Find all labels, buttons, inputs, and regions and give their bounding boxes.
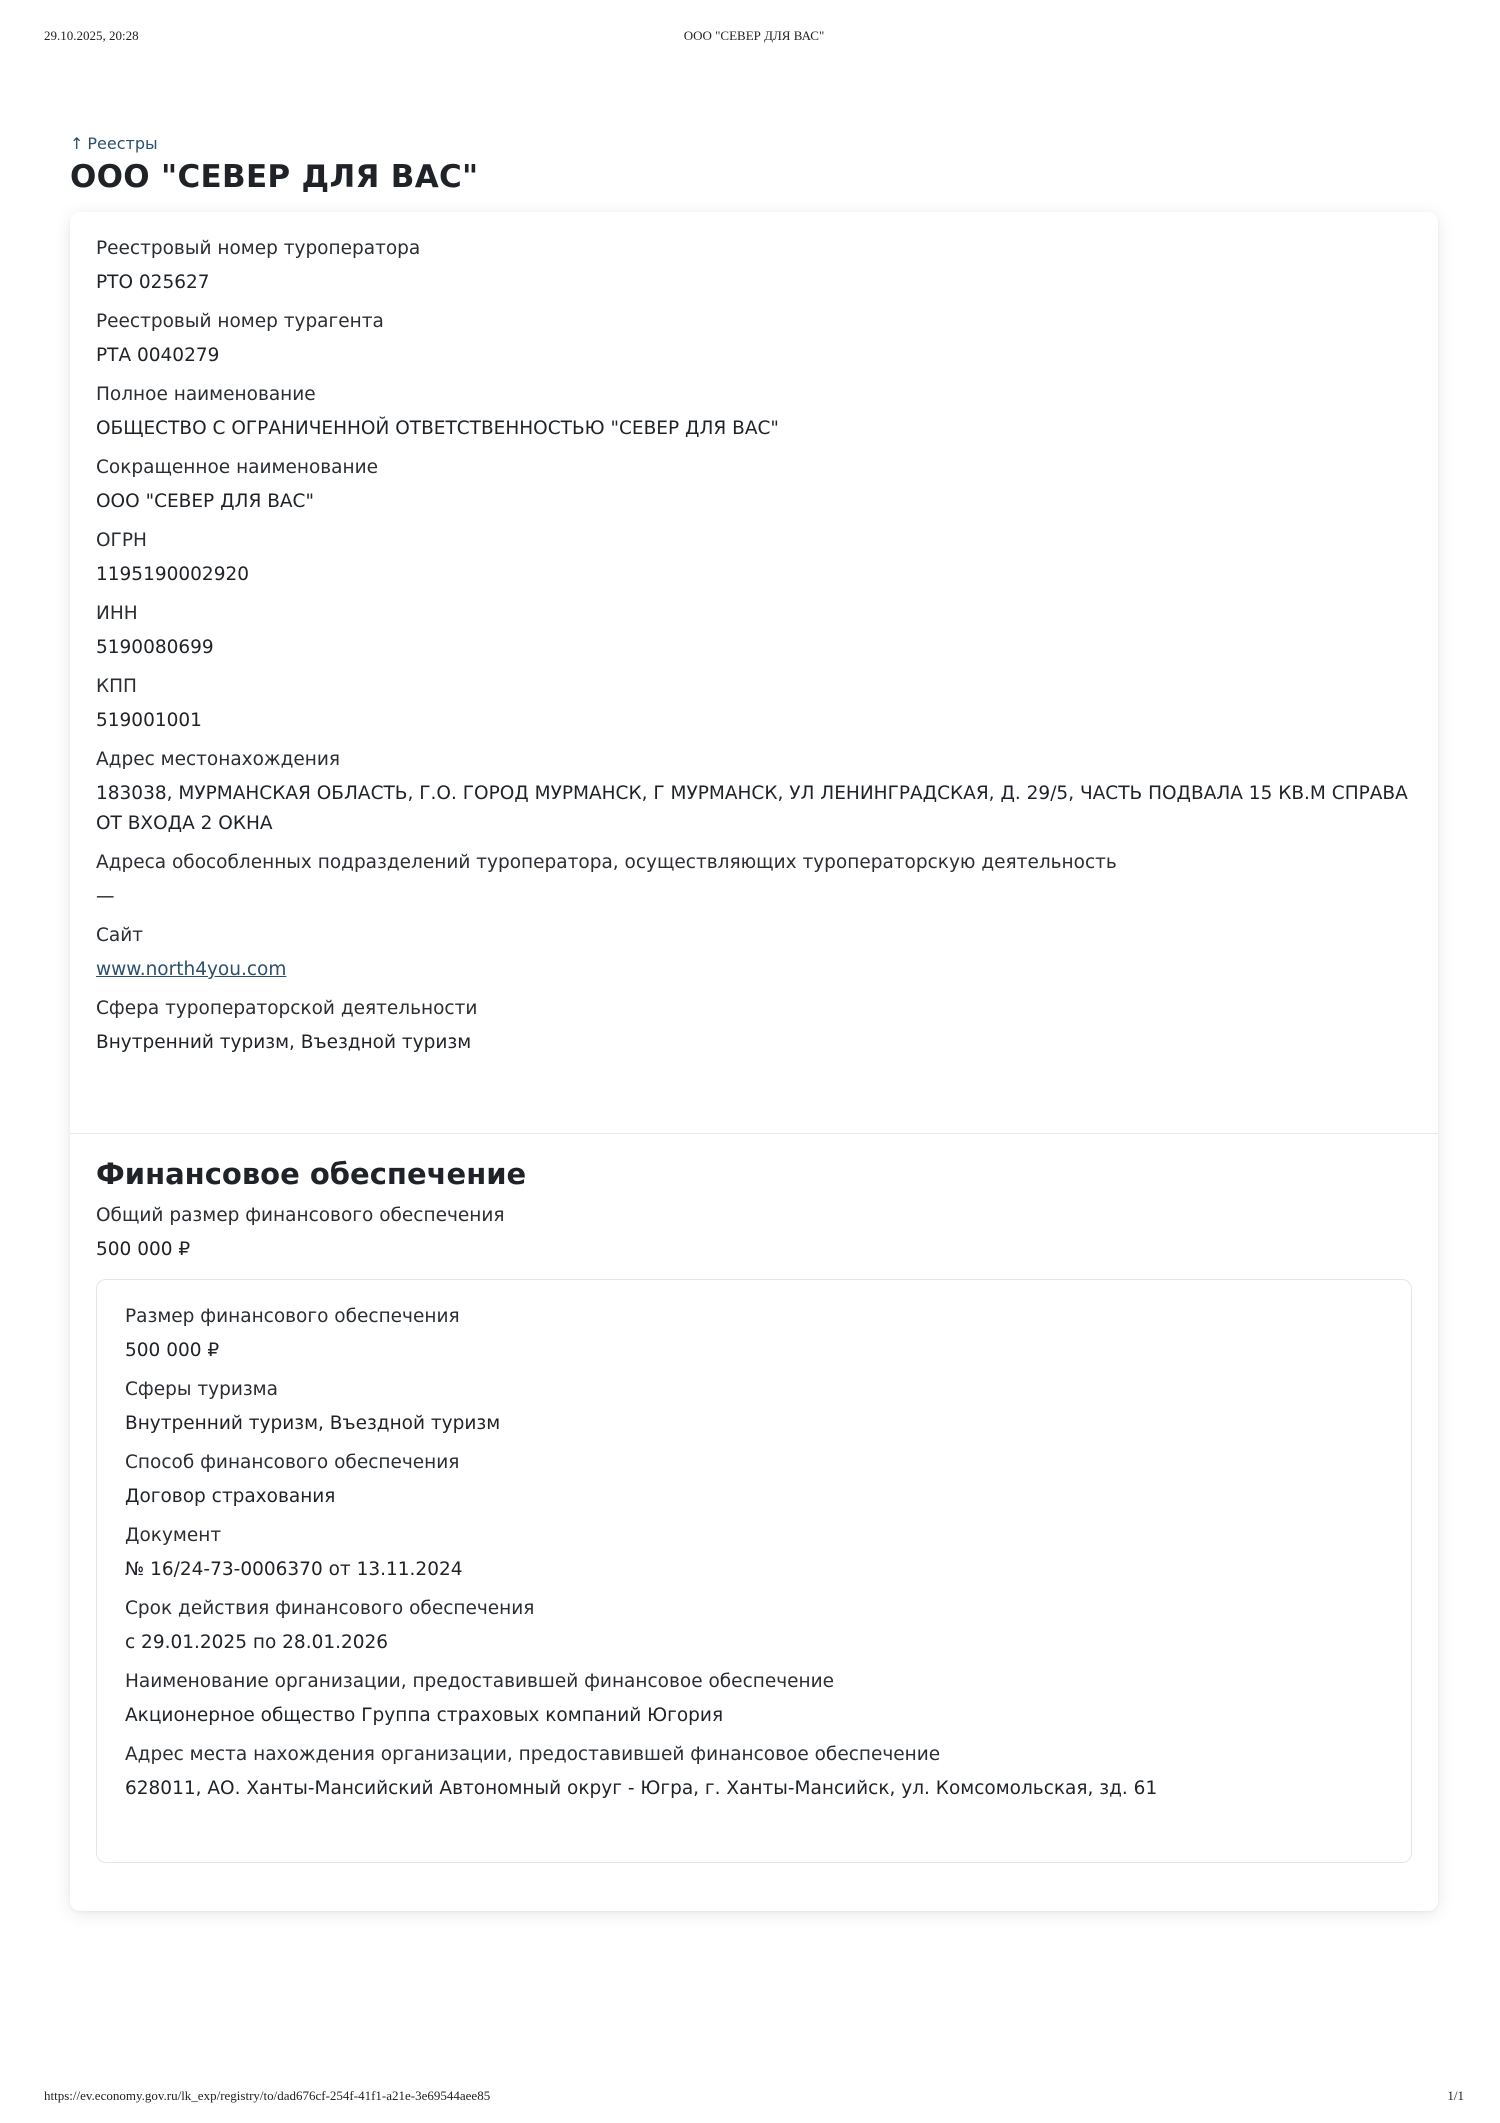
field-value: 183038, МУРМАНСКАЯ ОБЛАСТЬ, Г.О. ГОРОД МУРМАНСК, Г МУРМАНСК, УЛ ЛЕНИНГРАДСКАЯ, Д. 29/5, ЧАСТЬ ПОДВАЛА 15 КВ.М СПРАВА ОТ ВХОДА 2 ОКНА <box>96 783 1408 834</box>
field-value: 500 000 ₽ <box>125 1340 220 1361</box>
field-label: Документ <box>125 1525 222 1546</box>
field-value: РТА 0040279 <box>96 345 220 366</box>
field-label: Адрес места нахождения организации, предоставившей финансовое обеспечение <box>125 1744 941 1765</box>
field-label: Сферы туризма <box>125 1379 278 1400</box>
field-label: Полное наименование <box>96 384 316 405</box>
security-item-card <box>96 1279 1412 1863</box>
field-value: № 16/24-73-0006370 от 13.11.2024 <box>125 1559 463 1580</box>
field-label: Сайт <box>96 925 144 946</box>
print-url: https://ev.economy.gov.ru/lk_exp/registry/to/dad676cf-254f-41f1-a21e-3e69544aee85 <box>44 2088 491 2103</box>
field-kpp <box>96 674 1412 736</box>
field-security-method <box>125 1450 1383 1512</box>
field-label: Способ финансового обеспечения <box>125 1452 460 1473</box>
field-ogrn <box>96 528 1412 590</box>
section-divider <box>70 1133 1438 1134</box>
field-label: Реестровый номер туроператора <box>96 238 421 259</box>
field-validity-period <box>125 1596 1383 1658</box>
print-header <box>44 28 1464 46</box>
page-content <box>70 134 1438 1799</box>
field-branch-addresses <box>96 850 1412 912</box>
registry-card <box>70 212 1438 1911</box>
field-value: Акционерное общество Группа страховых компаний Югория <box>125 1705 724 1726</box>
field-label: Общий размер финансового обеспечения <box>96 1205 505 1226</box>
print-page-number: 1/1 <box>1447 2088 1464 2103</box>
field-value: Внутренний туризм, Въездной туризм <box>125 1413 501 1434</box>
field-label: Сфера туроператорской деятельности <box>96 998 478 1019</box>
field-inn <box>96 601 1412 663</box>
field-label: ОГРН <box>96 530 147 551</box>
field-label: Сокращенное наименование <box>96 457 379 478</box>
field-label: КПП <box>96 676 137 697</box>
field-label: Адреса обособленных подразделений туроператора, осуществляющих туроператорскую деятельность <box>96 852 1117 873</box>
field-value: 1195190002920 <box>96 564 250 585</box>
field-document <box>125 1523 1383 1585</box>
field-address <box>96 747 1412 839</box>
field-value: ОБЩЕСТВО С ОГРАНИЧЕННОЙ ОТВЕТСТВЕННОСТЬЮ "СЕВЕР ДЛЯ ВАС" <box>96 418 779 439</box>
financial-security-section <box>96 1157 1412 1799</box>
field-total-security <box>96 1203 1412 1265</box>
field-value: — <box>96 886 115 907</box>
field-tour-operator-number <box>96 236 1412 298</box>
field-value: Договор страхования <box>125 1486 336 1507</box>
field-value: 519001001 <box>96 710 202 731</box>
field-label: ИНН <box>96 603 138 624</box>
field-label: Реестровый номер турагента <box>96 311 384 332</box>
field-tourism-spheres <box>125 1377 1383 1439</box>
breadcrumb-label: Реестры <box>87 134 158 153</box>
field-tour-agent-number <box>96 309 1412 371</box>
field-value: ООО "СЕВЕР ДЛЯ ВАС" <box>96 491 314 512</box>
field-label: Наименование организации, предоставившей финансовое обеспечение <box>125 1671 835 1692</box>
website-link[interactable]: www.north4you.com <box>96 959 287 980</box>
field-value: 500 000 ₽ <box>96 1239 191 1260</box>
breadcrumb-link-registries[interactable] <box>70 134 158 153</box>
field-value: РТО 025627 <box>96 272 210 293</box>
field-label: Размер финансового обеспечения <box>125 1306 460 1327</box>
field-short-name <box>96 455 1412 517</box>
field-label: Адрес местонахождения <box>96 749 341 770</box>
field-value <box>96 955 1412 985</box>
field-value: Внутренний туризм, Въездной туризм <box>96 1032 472 1053</box>
page-title: ООО "СЕВЕР ДЛЯ ВАС" <box>70 159 479 195</box>
field-provider-address <box>125 1742 1383 1804</box>
field-provider-name <box>125 1669 1383 1731</box>
print-datetime: 29.10.2025, 20:28 <box>44 28 139 43</box>
organization-details <box>70 212 1438 1085</box>
field-activity-sphere <box>96 996 1412 1058</box>
field-value: с 29.01.2025 по 28.01.2026 <box>125 1632 389 1653</box>
field-security-amount <box>125 1304 1383 1366</box>
print-doc-title: ООО "СЕВЕР ДЛЯ ВАС" <box>683 28 825 43</box>
section-title: Финансовое обеспечение <box>96 1157 527 1191</box>
field-value: 628011, АО. Ханты-Мансийский Автономный округ - Югра, г. Ханты-Мансийск, ул. Комсомольская, зд. 61 <box>125 1778 1158 1799</box>
field-full-name <box>96 382 1412 444</box>
print-footer <box>44 2088 1464 2106</box>
arrow-up-icon: ↑ <box>70 134 84 153</box>
field-label: Срок действия финансового обеспечения <box>125 1598 535 1619</box>
field-website <box>96 923 1412 985</box>
field-value: 5190080699 <box>96 637 214 658</box>
